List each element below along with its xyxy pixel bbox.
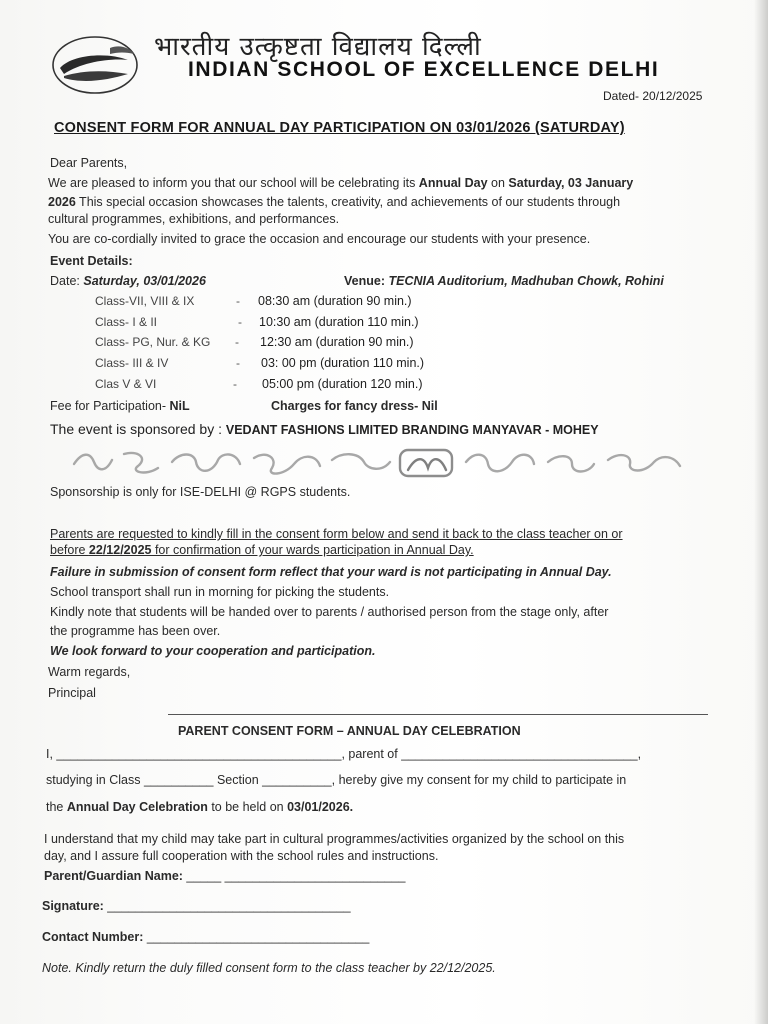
consent-line-1: I, _________________________________________, parent of __________________________________, [46,747,642,761]
request-line-2 [50,543,474,557]
handover-line-2: the programme has been over. [50,624,221,638]
date-label: Date: [50,274,84,288]
contact-number-blank[interactable]: ________________________________ [143,930,370,944]
event-venue [344,274,664,288]
understand-line-2: day, and I assure full cooperation with the school rules and instructions. [44,849,439,863]
sponsor-label: The event is sponsored by : [50,421,226,437]
venue-value: TECNIA Auditorium, Madhuban Chowk, Rohini [388,274,664,288]
p1-text-a: We are pleased to inform you that our school will be celebrating its [48,176,419,190]
request-deadline: 22/12/2025 [88,543,152,557]
failure-notice: Failure in submission of consent form reflect that your ward is not participating in Annual Day. [50,565,612,579]
schedule-time: 03: 00 pm (duration 110 min.) [261,356,425,370]
consent-line-2: studying in Class __________ Section __________, hereby give my consent for my child to participate in [46,773,627,787]
signature-label: Signature: [42,899,104,913]
sponsor-line [50,421,599,437]
fee-participation [50,399,190,413]
sponsorship-note: Sponsorship is only for ISE-DELHI @ RGPS students. [50,485,351,499]
cut-line [168,714,708,715]
warm-regards: Warm regards, [48,665,131,679]
event-date [50,274,206,288]
paragraph-2: You are co-cordially invited to grace the occasion and encourage our students with your presence. [48,232,591,246]
schedule-dash: - [236,294,240,308]
schedule-class: Class-VII, VIII & IX [95,294,195,308]
guardian-name-blank[interactable]: _____ __________________________ [182,869,406,883]
guardian-name-label: Parent/Guardian Name: [44,869,183,883]
signature-field[interactable] [42,899,351,913]
dated-text: Dated- 20/12/2025 [603,89,703,103]
schedule-time: 05:00 pm (duration 120 min.) [262,377,423,391]
schedule-class: Clas V & VI [95,377,157,391]
paragraph-1-line-1 [48,176,633,190]
note-label: Note. [42,961,72,975]
school-name: INDIAN SCHOOL OF EXCELLENCE DELHI [188,58,660,81]
school-name-hindi: भारतीय उत्कृष्टता विद्यालय दिल्ली [154,32,482,62]
schedule-class: Class- III & IV [95,356,169,370]
principal: Principal [48,686,96,700]
handover-line-1: Kindly note that students will be handed over to parents / authorised person from the stage only, after [50,605,609,619]
salutation: Dear Parents, [50,156,128,170]
venue-label: Venue: [344,274,389,288]
p1-date: Saturday, 03 January [508,176,634,190]
consent-event: Annual Day Celebration [66,800,208,814]
understand-line-1: I understand that my child may take part in cultural programmes/activities organized by the school on this [44,832,625,846]
consent-line-3 [46,800,353,814]
signature-blank[interactable]: ___________________________________ [103,899,351,913]
schedule-dash: - [236,356,240,370]
return-note [42,961,496,975]
schedule-time: 08:30 am (duration 90 min.) [258,294,412,308]
consent-held: to be held on [207,800,288,814]
transport-note: School transport shall run in morning for picking the students. [50,585,390,599]
look-forward: We look forward to your cooperation and participation. [50,644,376,658]
contact-number-field[interactable] [42,930,369,944]
sponsor-name: VEDANT FASHIONS LIMITED BRANDING MANYAVAR - MOHEY [225,423,599,437]
schedule-dash: - [233,377,237,391]
school-logo-icon [50,34,140,96]
consent-date: 03/01/2026. [287,800,354,814]
guardian-name-field[interactable] [44,869,405,883]
paragraph-1-line-2 [48,195,620,209]
schedule-time: 12:30 am (duration 90 min.) [260,335,414,349]
schedule-dash: - [235,335,239,349]
contact-number-label: Contact Number: [42,930,144,944]
p1-year: 2026 [48,195,76,209]
consent-heading: PARENT CONSENT FORM – ANNUAL DAY CELEBRATION [178,724,521,738]
schedule-class: Class- PG, Nur. & KG [95,335,211,349]
fee-label: Fee for Participation- [50,399,170,413]
fee-value: NiL [169,399,190,413]
event-details-label: Event Details: [50,254,133,268]
fancy-dress-charges: Charges for fancy dress- Nil [271,399,438,413]
manyavar-mohey-logo [68,446,688,480]
p1-annual-day: Annual Day [418,176,488,190]
request-line-1: Parents are requested to kindly fill in the consent form below and send it back to the class teacher on or [50,527,623,541]
date-value: Saturday, 03/01/2026 [83,274,206,288]
schedule-dash: - [238,315,242,329]
schedule-time: 10:30 am (duration 110 min.) [259,315,419,329]
form-title: CONSENT FORM FOR ANNUAL DAY PARTICIPATION ON 03/01/2026 (SATURDAY) [54,120,625,136]
note-text: Kindly return the duly filled consent form to the class teacher by 22/12/2025. [71,961,496,975]
paragraph-1-line-3: cultural programmes, exhibitions, and performances. [48,212,340,226]
p1-text-c: on [487,176,509,190]
p1-line2-text: This special occasion showcases the talents, creativity, and achievements of our students through [75,195,621,209]
schedule-class: Class- I & II [95,315,158,329]
request-rest: for confirmation of your wards participation in Annual Day. [151,543,474,557]
request-before: before [50,543,89,557]
consent-the: the [46,800,67,814]
